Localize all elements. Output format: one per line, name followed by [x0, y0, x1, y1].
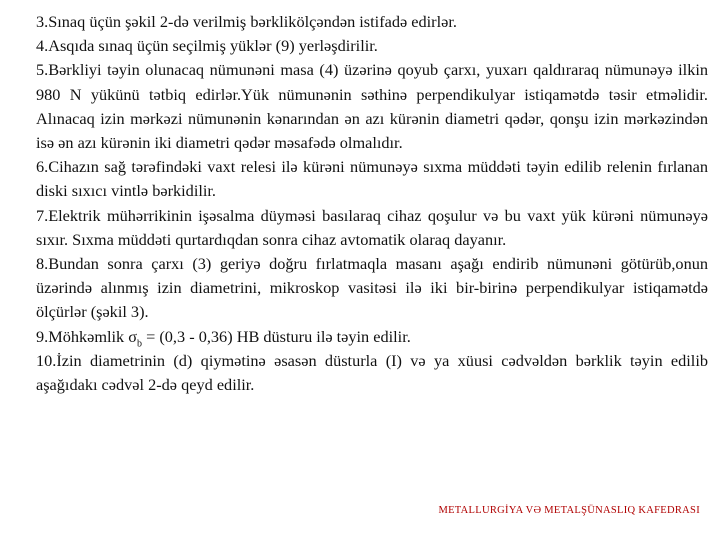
paragraph-3: 3.Sınaq üçün şəkil 2-də verilmiş bərklikölçəndən istifadə edirlər. [36, 12, 457, 31]
paragraph-6: 6.Cihazın sağ tərəfindəki vaxt relesi ilə kürəni nümunəyə sıxma müddəti təyin edilib relenin fırlanan diski sıxıcı vintlə bərkidilir. [36, 157, 708, 201]
paragraph-10: 10.İzin diametrinin (d) qiymətinə əsasən düsturla (I) və ya xüusi cədvəldən bərklik təyin edilib aşağıdakı cədvəl 2-də qeyd edilir. [36, 350, 708, 395]
paragraph-9 [36, 325, 708, 349]
paragraph-9-prefix: 9.Möhkəmlik σ [36, 326, 138, 346]
department-footer: METALLURGİYA VƏ METALŞÜNASLIQ KAFEDRASI [438, 505, 700, 516]
paragraph-4: 4.Asqıda sınaq üçün seçilmiş yüklər (9) yerləşdirilir. [36, 36, 378, 56]
sigma-subscript: b [137, 337, 143, 349]
paragraph-7: 7.Elektrik mühərrikinin işəsalma düyməsi basılaraq cihaz qoşulur və bu vaxt yük kürəni nümunəyə sıxır. Sıxma müddəti qurtardıqdan sonra cihaz avtomatik olaraq dayanır. [36, 205, 708, 249]
paragraph-5: 5.Bərkliyi təyin olunacaq nümunəni masa (4) üzərinə qoyub çarxı, yuxarı qaldıraraq nümunəyə ilkin 980 N yükünü tətbiq edirlər.Yük nümunənin səthinə perpendikulyar istiqamətdə təsir etməlidir. Alınacaq izin mərkəzi nümunənin kənarından ən azı kürənin diametri qədər, qonşu izin mərkəzindən isə ən azı kürənin iki diametri qədər məsafədə olmalıdır. [36, 60, 708, 153]
document-body [36, 10, 708, 397]
paragraph-8: 8.Bundan sonra çarxı (3) geriyə doğru fırlatmaqla masanı aşağı endirib nümunəni götürüb,onun üzərində alınmış izin diametrini, mikroskop vasitəsi ilə iki bir-birinə perpendikulyar istiqamətdə ölçürlər (şəkil 3). [36, 254, 708, 322]
paragraph-9-suffix: = (0,3 - 0,36) HB düsturu ilə təyin edilir. [142, 326, 411, 346]
